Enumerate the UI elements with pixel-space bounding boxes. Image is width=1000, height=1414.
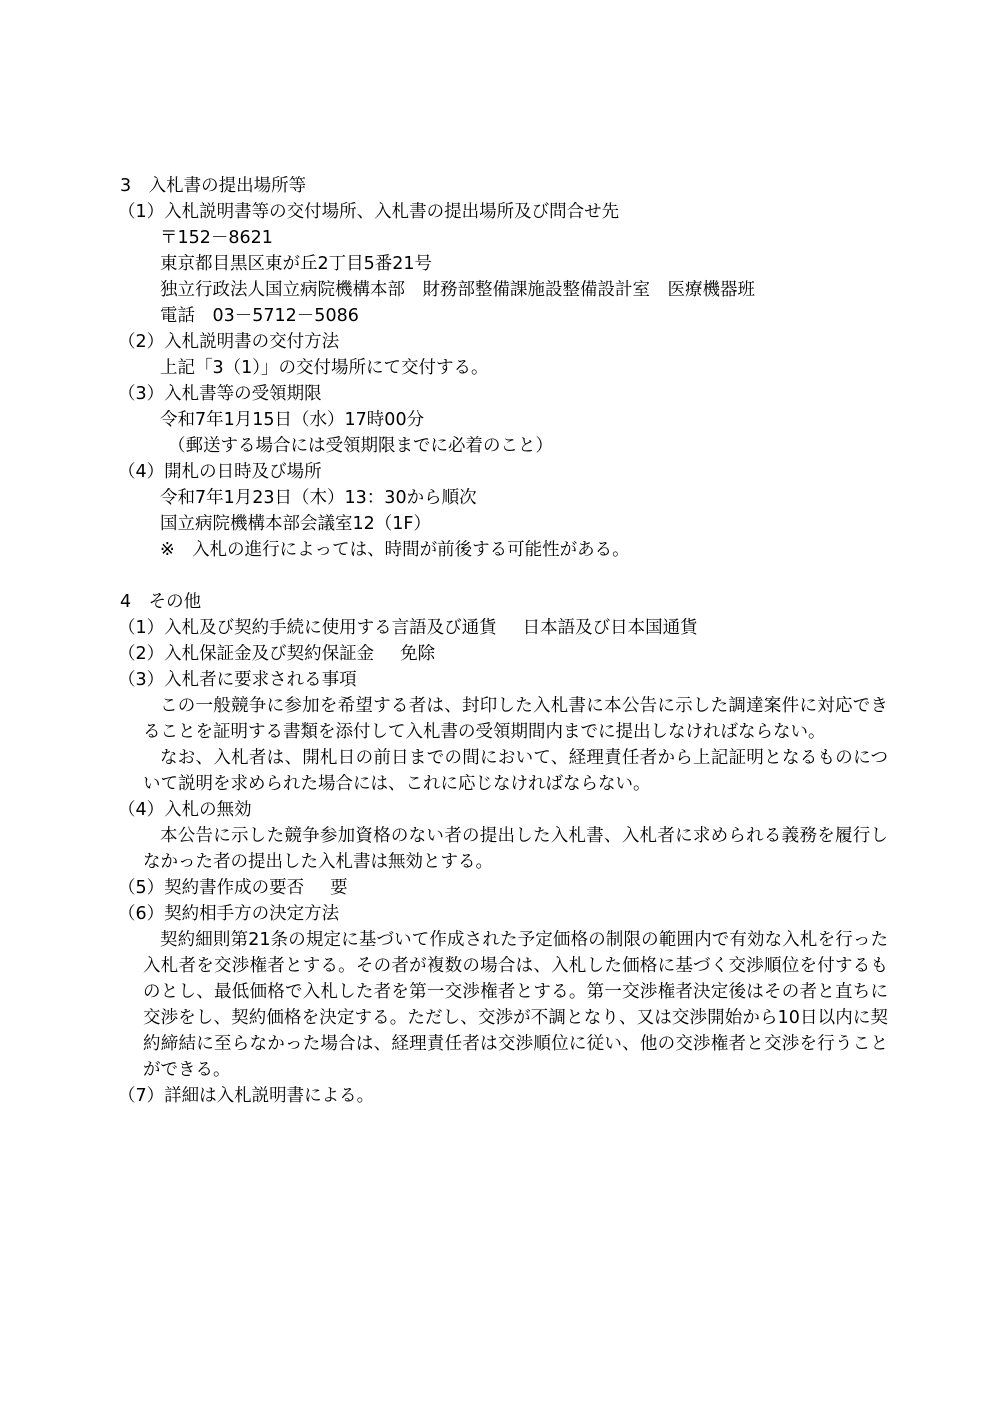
section-spacer [118,563,888,589]
section-4-item-2-title: （2）入札保証金及び契約保証金 [118,644,375,664]
section-4-item-1-title: （1）入札及び契約手続に使用する言語及び通貨 [118,618,497,638]
section-4-heading: 4 その他 [120,592,202,612]
section-4-item-4-paragraph: 本公告に示した競争参加資格のない者の提出した入札書、入札者に求められる義務を履行しなかった者の提出した入札書は無効とする。 [143,826,888,872]
section-4-item-2 [118,641,888,667]
phone-number: 電話 03－5712－5086 [160,306,359,326]
section-4-item-3-paragraph-1: この一般競争に参加を希望する者は、封印した入札書に本公告に示した調達案件に対応できることを証明する書類を添付して入札書の受領期間内までに提出しなければならない。 [143,696,888,742]
document-body [118,173,888,1109]
section-3-item-4-title: （4）開札の日時及び場所 [118,462,322,482]
section-4-item-5-value: 要 [330,878,348,898]
section-4-item-6-title: （6）契約相手方の決定方法 [118,904,340,924]
section-4-item-4-title: （4）入札の無効 [118,800,252,820]
section-4-item-5 [118,875,888,901]
section-4-item-3-paragraph-2: なお、入札者は、開札日の前日までの間において、経理責任者から上記証明となるものについて説明を求められた場合には、これに応じなければならない。 [143,748,888,794]
section-4-item-7-title: （7）詳細は入札説明書による。 [118,1086,375,1106]
opening-note: ※ 入札の進行によっては、時間が前後する可能性がある。 [160,540,630,560]
section-4-item-2-value: 免除 [400,644,436,664]
section-3-heading: 3 入札書の提出場所等 [120,176,307,196]
opening-place: 国立病院機構本部会議室12（1F） [160,514,431,534]
deadline-date: 令和7年1月15日（水）17時00分 [160,410,425,430]
section-4-item-3-title: （3）入札者に要求される事項 [118,670,357,690]
section-3-item-3-title: （3）入札書等の受領期限 [118,384,322,404]
address: 東京都目黒区東が丘2丁目5番21号 [160,254,433,274]
postal-code: 〒152－8621 [160,228,273,248]
section-4-item-1-value: 日本語及び日本国通貨 [522,618,698,638]
section-4-item-5-title: （5）契約書作成の要否 [118,878,305,898]
section-3-item-2-title: （2）入札説明書の交付方法 [118,332,340,352]
opening-date: 令和7年1月23日（木）13：30から順次 [160,488,477,508]
deadline-note: （郵送する場合には受領期限までに必着のこと） [168,436,553,456]
section-3-item-1-title: （1）入札説明書等の交付場所、入札書の提出場所及び問合せ先 [118,202,620,222]
organization: 独立行政法人国立病院機構本部 財務部整備課施設整備設計室 医療機器班 [160,280,755,300]
section-3-item-2-body: 上記「3（1）」の交付場所にて交付する。 [160,358,489,378]
section-4-item-1 [118,615,888,641]
section-4-item-6-paragraph: 契約細則第21条の規定に基づいて作成された予定価格の制限の範囲内で有効な入札を行った入札者を交渉権者とする。その者が複数の場合は、入札した価格に基づく交渉順位を付するものとし、最低価格で入札した者を第一交渉権者とする。第一交渉権者決定後はその者と直ちに交渉をし、契約価格を決定する。ただし、交渉が不調となり、又は交渉開始から10日以内に契約締結に至らなかった場合は、経理責任者は交渉順位に従い、他の交渉権者と交渉を行うことができる。 [143,930,888,1080]
